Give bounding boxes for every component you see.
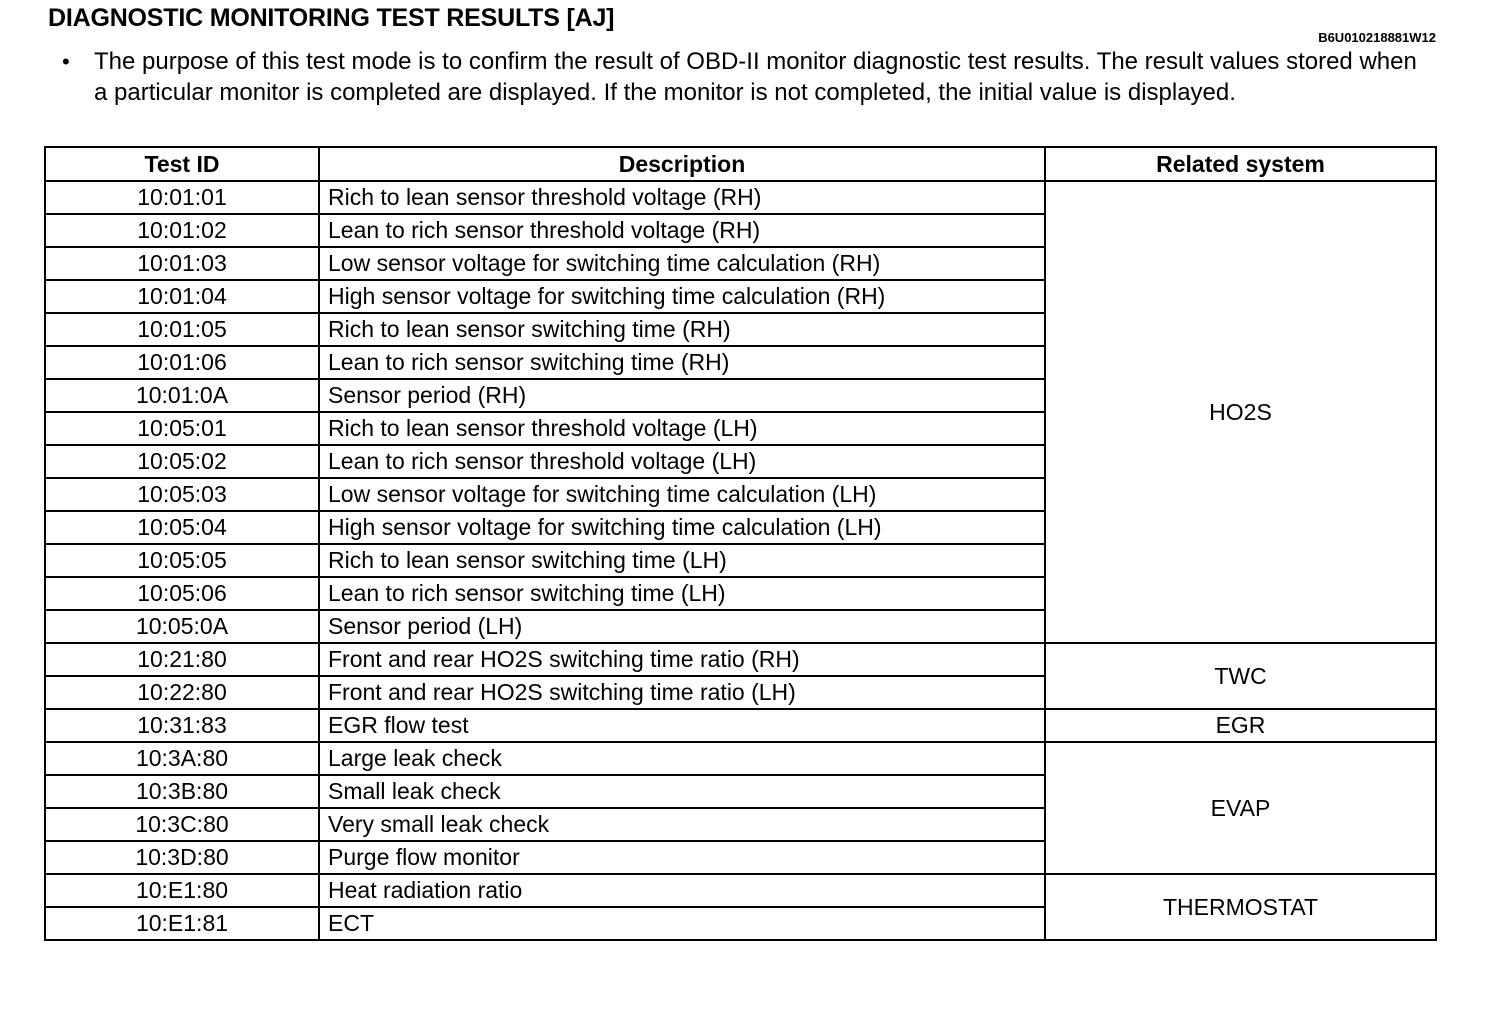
description-cell: Sensor period (RH) xyxy=(319,379,1045,412)
test-id-cell: 10:31:83 xyxy=(45,709,319,742)
table-row xyxy=(45,709,1436,742)
test-id-cell: 10:05:04 xyxy=(45,511,319,544)
test-id-cell: 10:01:05 xyxy=(45,313,319,346)
test-id-cell: 10:3A:80 xyxy=(45,742,319,775)
description-cell: Low sensor voltage for switching time calculation (RH) xyxy=(319,247,1045,280)
test-id-cell: 10:3C:80 xyxy=(45,808,319,841)
test-id-cell: 10:3D:80 xyxy=(45,841,319,874)
table-header-row xyxy=(45,147,1436,181)
test-id-cell: 10:05:02 xyxy=(45,445,319,478)
description-cell: Rich to lean sensor threshold voltage (RH) xyxy=(319,181,1045,214)
description-cell: Purge flow monitor xyxy=(319,841,1045,874)
test-id-cell: 10:01:0A xyxy=(45,379,319,412)
description-cell: Rich to lean sensor switching time (RH) xyxy=(319,313,1045,346)
table-row xyxy=(45,181,1436,214)
description-cell: Low sensor voltage for switching time calculation (LH) xyxy=(319,478,1045,511)
system-cell-twc: TWC xyxy=(1045,643,1436,709)
test-id-cell: 10:21:80 xyxy=(45,643,319,676)
header-related-system: Related system xyxy=(1045,147,1436,181)
table-row xyxy=(45,643,1436,676)
description-cell: Lean to rich sensor switching time (LH) xyxy=(319,577,1045,610)
test-id-cell: 10:22:80 xyxy=(45,676,319,709)
system-cell-ho2s: HO2S xyxy=(1045,181,1436,643)
table-row xyxy=(45,874,1436,907)
description-cell: EGR flow test xyxy=(319,709,1045,742)
header-description: Description xyxy=(319,147,1045,181)
test-id-cell: 10:01:02 xyxy=(45,214,319,247)
test-id-cell: 10:05:06 xyxy=(45,577,319,610)
description-cell: Large leak check xyxy=(319,742,1045,775)
description-cell: Rich to lean sensor switching time (LH) xyxy=(319,544,1045,577)
test-id-cell: 10:E1:81 xyxy=(45,907,319,940)
description-cell: Small leak check xyxy=(319,775,1045,808)
intro-text: The purpose of this test mode is to confirm the result of OBD-II monitor diagnostic test results. The result values stored when a particular monitor is completed are displayed. If the monitor is not completed, the initial value is displayed. xyxy=(94,48,1417,106)
test-id-cell: 10:01:06 xyxy=(45,346,319,379)
system-cell-thermostat: THERMOSTAT xyxy=(1045,874,1436,940)
test-results-table xyxy=(44,146,1437,941)
description-cell: ECT xyxy=(319,907,1045,940)
description-cell: High sensor voltage for switching time calculation (LH) xyxy=(319,511,1045,544)
header-test-id: Test ID xyxy=(45,147,319,181)
test-id-cell: 10:01:03 xyxy=(45,247,319,280)
description-cell: Heat radiation ratio xyxy=(319,874,1045,907)
test-id-cell: 10:E1:80 xyxy=(45,874,319,907)
page-title: DIAGNOSTIC MONITORING TEST RESULTS [AJ] xyxy=(48,4,615,32)
test-id-cell: 10:05:05 xyxy=(45,544,319,577)
description-cell: Lean to rich sensor threshold voltage (RH) xyxy=(319,214,1045,247)
test-id-cell: 10:01:01 xyxy=(45,181,319,214)
description-cell: Front and rear HO2S switching time ratio (RH) xyxy=(319,643,1045,676)
system-cell-egr: EGR xyxy=(1045,709,1436,742)
test-id-cell: 10:01:04 xyxy=(45,280,319,313)
bullet-icon: • xyxy=(62,49,70,74)
test-id-cell: 10:05:01 xyxy=(45,412,319,445)
description-cell: Front and rear HO2S switching time ratio (LH) xyxy=(319,676,1045,709)
system-cell-evap: EVAP xyxy=(1045,742,1436,874)
table-row xyxy=(45,742,1436,775)
description-cell: Lean to rich sensor switching time (RH) xyxy=(319,346,1045,379)
test-id-cell: 10:05:03 xyxy=(45,478,319,511)
description-cell: Rich to lean sensor threshold voltage (LH) xyxy=(319,412,1045,445)
description-cell: Lean to rich sensor threshold voltage (LH) xyxy=(319,445,1045,478)
test-id-cell: 10:05:0A xyxy=(45,610,319,643)
description-cell: High sensor voltage for switching time calculation (RH) xyxy=(319,280,1045,313)
description-cell: Sensor period (LH) xyxy=(319,610,1045,643)
description-cell: Very small leak check xyxy=(319,808,1045,841)
document-code: B6U010218881W12 xyxy=(1318,30,1436,45)
test-id-cell: 10:3B:80 xyxy=(45,775,319,808)
intro-paragraph xyxy=(62,46,1422,108)
